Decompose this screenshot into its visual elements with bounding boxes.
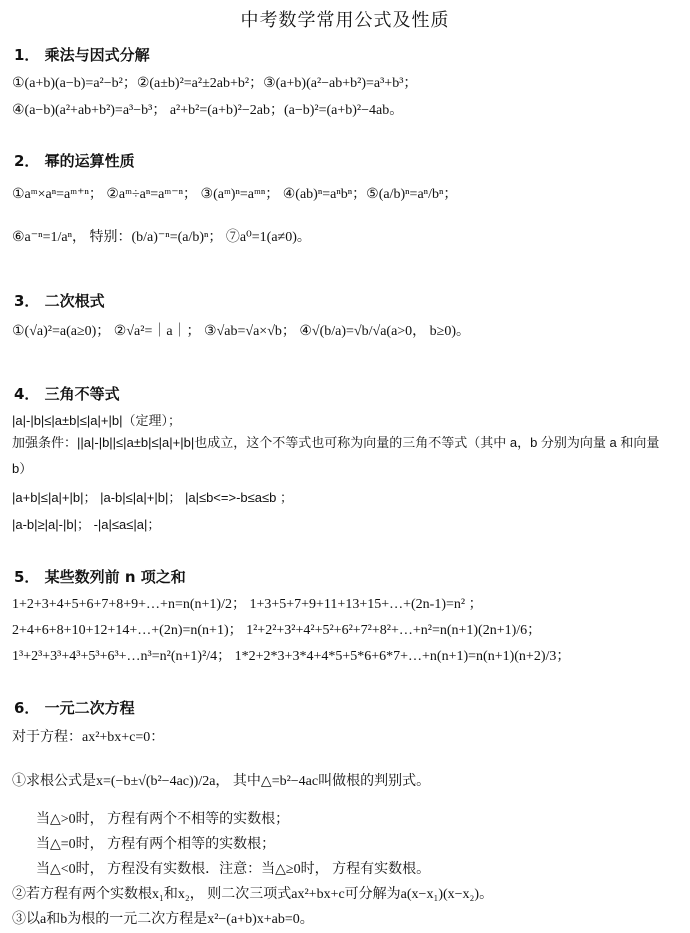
formula-line: ②若方程有两个实数根x₁和x₂， 则二次三项式ax²+bx+c可分解为a(x−x₁)(x−x₂)。: [12, 887, 494, 902]
formula-line: |a-b|≥|a|-|b|； -|a|≤a≤|a|；: [12, 517, 161, 532]
formula-paragraph: 加强条件：||a|-|b||≤|a±b|≤|a|+|b|也成立，这个不等式也可称为向量的三角不等式（其中 a，b 分别为向量 a 和向量 b）: [12, 435, 660, 476]
formula-line: ④(a−b)(a²+ab+b²)=a³−b³； a²+b²=(a+b)²−2ab；(a−b)²=(a+b)²−4ab。: [12, 103, 404, 118]
formula-line: 当△<0时， 方程没有实数根．注意：当△≥0时， 方程有实数根。: [36, 862, 431, 877]
formula-line: ⑥a⁻ⁿ=1/aⁿ， 特别：(b/a)⁻ⁿ=(a/b)ⁿ； ⑦a⁰=1(a≠0)。: [12, 230, 311, 245]
formula-line: ①求根公式是x=(−b±√(b²−4ac))/2a， 其中△=b²−4ac叫做根的判别式。: [12, 774, 431, 789]
formula-line: 1+2+3+4+5+6+7+8+9+…+n=n(n+1)/2； 1+3+5+7+9+11+13+15+…+(2n-1)=n² ；: [12, 597, 483, 612]
formula-line: ③以a和b为根的一元二次方程是x²−(a+b)x+ab=0。: [12, 912, 314, 927]
formula-line: |a|-|b|≤|a±b|≤|a|+|b|（定理）；: [12, 413, 181, 428]
section-heading-series-sums: 5． 某些数列前 n 项之和: [14, 568, 186, 586]
section-heading-quadratic-equation: 6． 一元二次方程: [14, 699, 135, 717]
formula-line: ①(√a)²=a(a≥0)； ②√a²=｜a｜； ③√ab=√a×√b； ④√(b/a)=√b/√a(a>0， b≥0)。: [12, 324, 471, 339]
formula-line: 当△>0时， 方程有两个不相等的实数根；: [36, 812, 290, 827]
formula-line: 当△=0时， 方程有两个相等的实数根；: [36, 837, 276, 852]
section-heading-powers: 2． 幂的运算性质: [14, 152, 135, 170]
formula-line: ①aᵐ×aⁿ=aᵐ⁺ⁿ； ②aᵐ÷aⁿ=aᵐ⁻ⁿ； ③(aᵐ)ⁿ=aᵐⁿ； ④(ab)ⁿ=aⁿbⁿ；⑤(a/b)ⁿ=aⁿ/bⁿ；: [12, 187, 458, 202]
section-heading-multiplication: 1． 乘法与因式分解: [14, 46, 150, 64]
document-title: 中考数学常用公式及性质: [240, 10, 450, 31]
section-heading-radicals: 3． 二次根式: [14, 292, 105, 310]
formula-line: 对于方程：ax²+bx+c=0：: [12, 730, 165, 745]
formula-line: 1³+2³+3³+4³+5³+6³+…n³=n²(n+1)²/4； 1*2+2*3+3*4+4*5+5*6+6*7+…+n(n+1)=n(n+1)(n+2)/3；: [12, 649, 571, 664]
section-heading-triangle-inequality: 4． 三角不等式: [14, 385, 120, 403]
formula-line: |a+b|≤|a|+|b|； |a-b|≤|a|+|b|； |a|≤b<=>-b≤a≤b ；: [12, 490, 293, 505]
formula-line: 2+4+6+8+10+12+14+…+(2n)=n(n+1)； 1²+2²+3²+4²+5²+6²+7²+8²+…+n²=n(n+1)(2n+1)/6；: [12, 623, 542, 638]
formula-line: ①(a+b)(a−b)=a²−b²；②(a±b)²=a²±2ab+b²；③(a+b)(a²−ab+b²)=a³+b³；: [12, 76, 418, 91]
